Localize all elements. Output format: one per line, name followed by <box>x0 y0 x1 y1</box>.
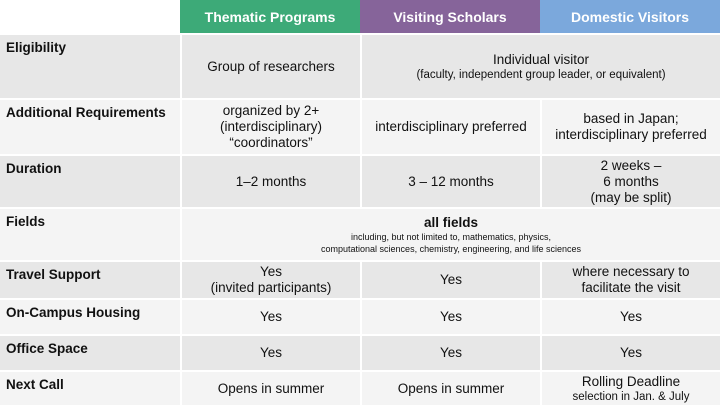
eligibility-main-text: Individual visitor <box>492 51 590 67</box>
duration-domestic-line3: (may be split) <box>590 189 672 205</box>
requirements-domestic-line2: interdisciplinary preferred <box>555 127 707 142</box>
row-label-eligibility: Eligibility <box>0 33 180 98</box>
row-label-requirements: Additional Requirements <box>0 98 180 154</box>
header-blank-cell <box>0 0 180 33</box>
row-label-travel-support: Travel Support <box>0 260 180 298</box>
cell-requirements-domestic <box>540 98 720 154</box>
cell-duration-visiting: 3 – 12 months <box>360 154 540 207</box>
row-housing <box>0 298 720 334</box>
row-label-office-space: Office Space <box>0 334 180 370</box>
travel-domestic-line2: facilitate the visit <box>581 280 681 295</box>
row-label-fields: Fields <box>0 207 180 260</box>
row-travel-support <box>0 260 720 298</box>
header-visiting-scholars: Visiting Scholars <box>360 0 540 33</box>
travel-domestic-line1: where necessary to <box>572 264 690 279</box>
nextcall-domestic-main: Rolling Deadline <box>581 373 681 389</box>
row-label-duration: Duration <box>0 154 180 207</box>
row-label-housing: On-Campus Housing <box>0 298 180 334</box>
cell-duration-domestic <box>540 154 720 207</box>
header-thematic-programs: Thematic Programs <box>180 0 360 33</box>
row-office-space <box>0 334 720 370</box>
header-domestic-visitors: Domestic Visitors <box>540 0 720 33</box>
nextcall-domestic-sub: selection in Jan. & July <box>572 390 690 403</box>
cell-eligibility-individual <box>360 33 720 98</box>
fields-sub-line2: computational sciences, chemistry, engineering, and life sciences <box>321 243 581 254</box>
cell-requirements-thematic <box>180 98 360 154</box>
requirements-thematic-line3: “coordinators” <box>229 135 313 150</box>
fields-main-text: all fields <box>423 214 479 230</box>
cell-travel-domestic <box>540 260 720 298</box>
requirements-thematic-line2: (interdisciplinary) <box>219 119 323 134</box>
duration-domestic-line2: 6 months <box>603 173 659 189</box>
row-eligibility <box>0 33 720 98</box>
cell-office-visiting: Yes <box>360 334 540 370</box>
travel-thematic-line1: Yes <box>259 264 283 279</box>
cell-housing-domestic: Yes <box>540 298 720 334</box>
cell-housing-visiting: Yes <box>360 298 540 334</box>
row-fields <box>0 207 720 260</box>
cell-office-domestic: Yes <box>540 334 720 370</box>
cell-office-thematic: Yes <box>180 334 360 370</box>
cell-eligibility-thematic: Group of researchers <box>180 33 360 98</box>
requirements-thematic-line1: organized by 2+ <box>222 103 320 118</box>
travel-thematic-line2: (invited participants) <box>210 280 332 295</box>
row-duration <box>0 154 720 207</box>
cell-nextcall-visiting: Opens in summer <box>360 370 540 405</box>
row-label-next-call: Next Call <box>0 370 180 405</box>
row-requirements <box>0 98 720 154</box>
cell-nextcall-thematic: Opens in summer <box>180 370 360 405</box>
row-next-call <box>0 370 720 405</box>
header-row <box>0 0 720 33</box>
requirements-domestic-line1: based in Japan; <box>583 111 679 126</box>
cell-housing-thematic: Yes <box>180 298 360 334</box>
fields-sub-line1: including, but not limited to, mathematics, physics, <box>350 231 552 242</box>
cell-travel-thematic <box>180 260 360 298</box>
cell-fields-all <box>180 207 720 260</box>
eligibility-sub-text: (faculty, independent group leader, or equivalent) <box>416 68 666 81</box>
cell-travel-visiting: Yes <box>360 260 540 298</box>
cell-requirements-visiting: interdisciplinary preferred <box>360 98 540 154</box>
cell-nextcall-domestic <box>540 370 720 405</box>
duration-domestic-line1: 2 weeks – <box>600 157 662 173</box>
cell-duration-thematic: 1–2 months <box>180 154 360 207</box>
